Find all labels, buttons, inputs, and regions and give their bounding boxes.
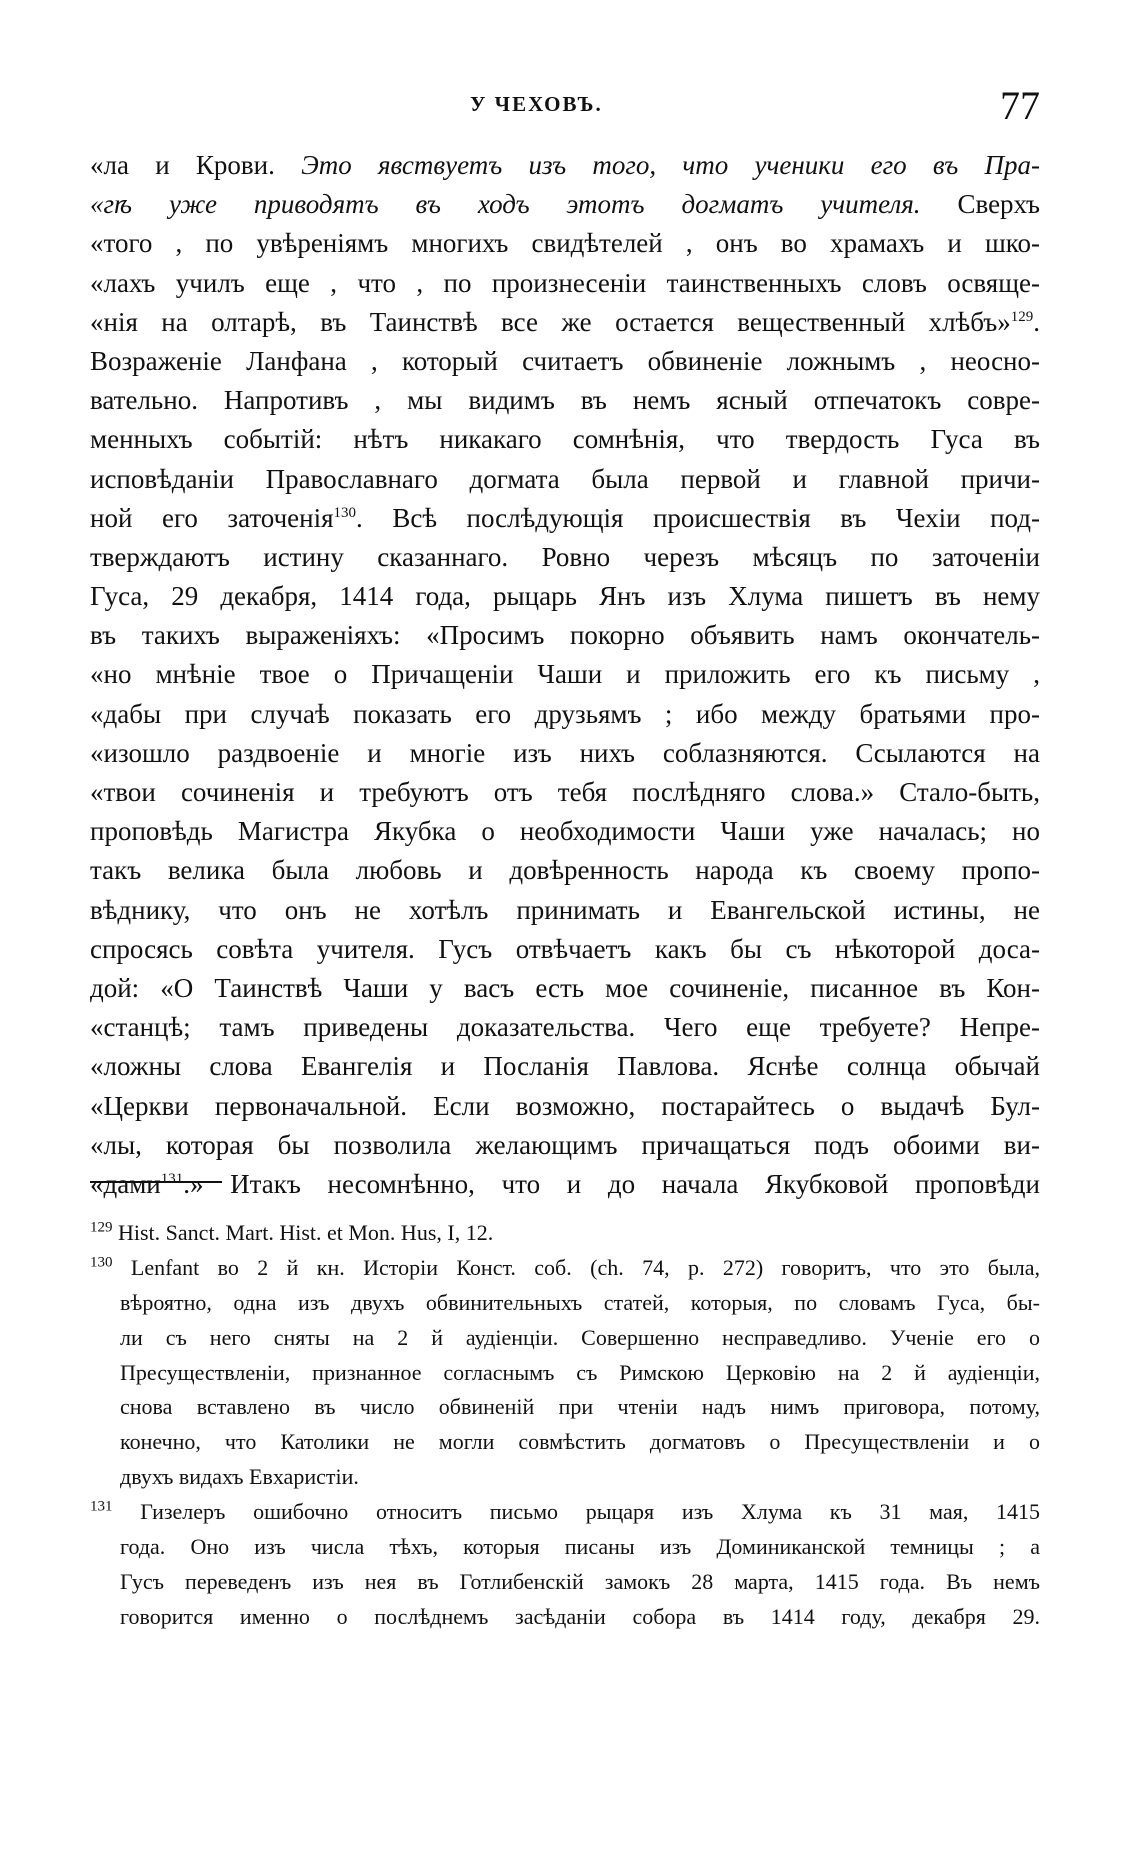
footnote-ref: 130 <box>333 504 357 521</box>
text-line: дой: «О Таинствѣ Чаши у васъ есть мое сочиненіе, писанное въ Кон- <box>90 972 1040 1003</box>
text-line: вательно. Напротивъ , мы видимъ въ немъ ясный отпечатокъ совре- <box>90 385 1040 416</box>
footnote-number: 131 <box>90 1498 113 1515</box>
text-line: «Церкви первоначальной. Если возможно, постарайтесь о выдачѣ Бул- <box>90 1090 1040 1121</box>
text-line: исповѣданіи Православнаго догмата была первой и главной причи- <box>90 463 1040 494</box>
footnote-line: конечно, что Католики не могли совмѣстить догматовъ о Пресуществленіи и о <box>120 1429 1040 1455</box>
footnote-separator <box>90 1181 222 1183</box>
main-text <box>90 146 1040 1204</box>
text-line: «дабы при случаѣ показать его друзьямъ ; ибо между братьями про- <box>90 698 1040 729</box>
text-line: «лы, которая бы позволила желающимъ причащаться подъ обоими ви- <box>90 1129 1040 1160</box>
text-line: «но мнѣніе твое о Причащеніи Чаши и приложить его къ письму , <box>90 659 1040 690</box>
footnote-ref: 129 <box>1010 308 1034 325</box>
text-line: проповѣдь Магистра Якубка о необходимости Чаши уже началась; но <box>90 816 1040 847</box>
footnote-number: 130 <box>90 1254 113 1271</box>
text-line: «лахъ училъ еще , что , по произнесеніи таинственныхъ словъ освяще- <box>90 267 1040 298</box>
text-line: Гуса, 29 декабря, 1414 года, рыцарь Янъ изъ Хлума пишетъ въ нему <box>90 581 1040 612</box>
running-head <box>0 83 1140 128</box>
footnotes <box>90 1216 1040 1635</box>
text-line: «ла и Крови. Это явствуетъ изъ того, что ученики его въ Пра- <box>90 150 1040 180</box>
footnote-line: двухъ видахъ Евхаристіи. <box>120 1464 359 1490</box>
footnote-line: года. Оно изъ числа тѣхъ, которыя писаны изъ Доминиканской темницы ; а <box>120 1534 1040 1560</box>
footnote-130: $^{130}$ Lenfant во 2 й кн. Исторіи Конст. соб. (ch. 74, p. 272) говоритъ, что это была, <box>90 1254 1040 1280</box>
text-line: менныхъ событій: нѣтъ никакаго сомнѣнія, что твердость Гуса въ <box>90 424 1040 455</box>
footnote-number: 129 <box>90 1219 113 1236</box>
footnote-line: Гусъ переведенъ изъ нея въ Готлибенскій замокъ 28 марта, 1415 года. Въ немъ <box>120 1568 1040 1594</box>
text-line: тверждаютъ истину сказаннаго. Ровно черезъ мѣсяцъ по заточеніи <box>90 541 1040 572</box>
text-line: спросясь совѣта учителя. Гусъ отвѣчаетъ какъ бы съ нѣкоторой доса- <box>90 933 1040 964</box>
running-title: У ЧЕХОВЪ. <box>470 92 603 116</box>
text-line: вѣднику, что онъ не хотѣлъ принимать и Евангельской истины, не <box>90 894 1040 925</box>
footnote-ref: 131 <box>160 1170 184 1187</box>
text-line: «нія на олтарѣ, въ Таинствѣ все же остается вещественный хлѣбъ»$^{129}$. <box>90 306 1040 337</box>
footnote-line: ли съ него сняты на 2 й аудіенціи. Совершенно несправедливо. Ученіе его о <box>120 1324 1040 1350</box>
page-number: 77 <box>1000 83 1040 128</box>
text-line: «ложны слова Евангелія и Посланія Павлова. Яснѣе солнца обычай <box>90 1051 1040 1082</box>
footnote-129: $^{129}$ Hist. Sanct. Mart. Hist. et Mon. Hus, I, 12. <box>90 1219 494 1245</box>
footnote-line: Пресуществленіи, признанное согласнымъ съ Римскою Церковію на 2 й аудіенціи, <box>120 1359 1040 1385</box>
footnote-line: вѣроятно, одна изъ двухъ обвинительныхъ статей, которыя, по словамъ Гуса, бы- <box>120 1289 1040 1315</box>
text-line: такъ велика была любовь и довѣренность народа къ своему пропо- <box>90 855 1040 886</box>
text-line: «гѣ уже приводятъ въ ходъ этотъ догматъ учителя. Сверхъ <box>90 189 1040 220</box>
text-line: «станцѣ; тамъ приведены доказательства. Чего еще требуете? Непре- <box>90 1012 1040 1043</box>
text-line: въ такихъ выраженіяхъ: «Просимъ покорно объявить намъ окончатель- <box>90 620 1040 651</box>
text-line: «изошло раздвоеніе и многіе изъ нихъ соблазняются. Ссылаются на <box>90 737 1040 768</box>
text-line: «того , по увѣреніямъ многихъ свидѣтелей , онъ во храмахъ и шко- <box>90 228 1040 259</box>
text-line: «дами$^{131}$.» Итакъ несомнѣнно, что и до начала Якубковой проповѣди <box>90 1168 1040 1199</box>
footnote-line: снова вставлено въ число обвиненій при чтеніи надъ нимъ приговора, потому, <box>120 1394 1040 1420</box>
footnote-131: $^{131}$ Гизелеръ ошибочно относитъ письмо рыцаря изъ Хлума къ 31 мая, 1415 <box>90 1498 1040 1525</box>
text-line: ной его заточенія$^{130}$. Всѣ послѣдующія происшествія въ Чехіи под- <box>90 502 1040 533</box>
text-line: «твои сочиненія и требуютъ отъ тебя послѣдняго слова.» Стало-быть, <box>90 777 1040 807</box>
text-line: Возраженіе Ланфана , который считаетъ обвиненіе ложнымъ , неосно- <box>90 345 1040 376</box>
footnote-line: говорится именно о послѣднемъ засѣданіи собора въ 1414 году, декабря 29. <box>120 1603 1040 1629</box>
